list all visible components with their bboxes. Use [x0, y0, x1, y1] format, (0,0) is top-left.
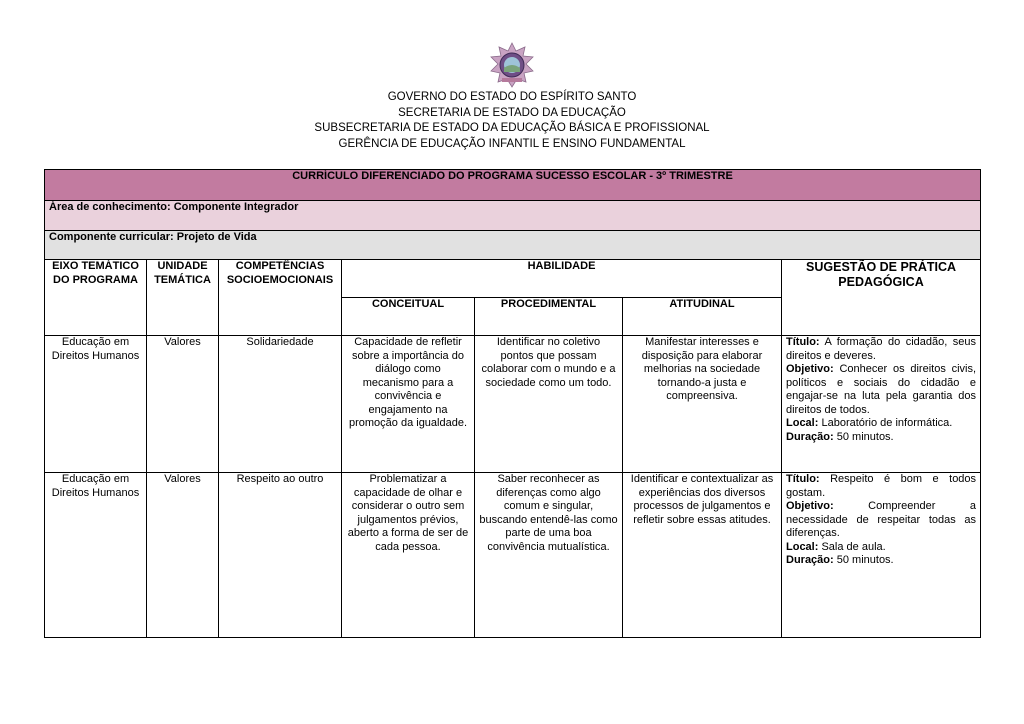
curricular-component-row: [45, 231, 981, 260]
col-header-conceitual: CONCEITUAL: [342, 298, 475, 336]
duracao-text: 50 minutos.: [836, 554, 894, 566]
col-header-atitudinal: ATITUDINAL: [623, 298, 782, 336]
col-header-habilidade: HABILIDADE: [342, 260, 782, 298]
local-label: Local:: [786, 417, 819, 429]
cell-competencia: Respeito ao outro: [219, 473, 342, 638]
titulo-text: A formação do cidadão, seus direitos e deveres.: [786, 336, 977, 362]
table-row: [45, 473, 981, 638]
duracao-label: Duração:: [786, 430, 834, 443]
objetivo-text: Conhecer os direitos civis, políticos e sociais do cidadão e engajar-se na luta pela garantia dos direitos de todos.: [786, 363, 977, 416]
col-header-eixo: EIXO TEMÁTICO DO PROGRAMA: [45, 260, 147, 336]
local-label: Local:: [786, 540, 819, 553]
titulo-label: Título:: [786, 336, 820, 348]
knowledge-area: Área de conhecimento: Componente Integrador: [45, 201, 981, 231]
objetivo-text: Compreender a necessidade de respeitar todas as diferenças.: [786, 500, 977, 539]
header-line-subsecretariat: SUBSECRETARIA DE ESTADO DA EDUCAÇÃO BÁSICA E PROFISSIONAL: [314, 122, 710, 134]
header-line-management: GERÊNCIA DE EDUCAÇÃO INFANTIL E ENSINO FUNDAMENTAL: [338, 137, 686, 150]
table-title: CURRÍCULO DIFERENCIADO DO PROGRAMA SUCESSO ESCOLAR - 3º TRIMESTRE: [45, 170, 981, 201]
cell-atitudinal: Manifestar interesses e disposição para elaborar melhorias na sociedade tornando-a justa e compreensiva.: [623, 336, 782, 473]
header-row: [45, 260, 981, 298]
col-header-procedimental: PROCEDIMENTAL: [475, 298, 623, 336]
curriculum-table: [44, 169, 981, 638]
local-text: Sala de aula.: [821, 540, 886, 553]
table-row: [45, 336, 981, 473]
cell-unidade: Valores: [147, 336, 219, 473]
duracao-label: Duração:: [786, 554, 834, 566]
cell-eixo: Educação em Direitos Humanos: [45, 336, 147, 473]
state-coat-of-arms-icon: [489, 42, 535, 88]
curricular-component: Componente curricular: Projeto de Vida: [45, 231, 981, 260]
col-header-unidade: UNIDADE TEMÁTICA: [147, 260, 219, 336]
local-text: Laboratório de informática.: [821, 417, 953, 429]
cell-sugestao: [782, 336, 981, 473]
header-line-secretariat: SECRETARIA DE ESTADO DA EDUCAÇÃO: [398, 106, 626, 119]
knowledge-area-row: [45, 201, 981, 231]
cell-eixo: Educação em Direitos Humanos: [45, 473, 147, 638]
col-header-competencias: COMPETÊNCIAS SOCIOEMOCIONAIS: [219, 260, 342, 336]
cell-procedimental: Identificar no coletivo pontos que possam colaborar com o mundo e a sociedade como um todo.: [475, 336, 623, 473]
cell-atitudinal: Identificar e contextualizar as experiências dos diversos processos de julgamentos e refletir sobre essas atitudes.: [623, 473, 782, 638]
header-line-government: GOVERNO DO ESTADO DO ESPÍRITO SANTO: [387, 91, 637, 103]
cell-conceitual: Capacidade de refletir sobre a importância do diálogo como mecanismo para a convivência e engajamento na promoção da igualdade.: [342, 336, 475, 473]
table-title-row: [45, 170, 981, 201]
cell-procedimental: Saber reconhecer as diferenças como algo comum e singular, buscando entendê-las como parte de uma boa convivência mutualística.: [475, 473, 623, 638]
cell-conceitual: Problematizar a capacidade de olhar e considerar o outro sem julgamentos prévios, aberto a forma de ser de cada pessoa.: [342, 473, 475, 638]
objetivo-label: Objetivo:: [786, 500, 834, 512]
col-header-sugestao: SUGESTÃO DE PRÁTICA PEDAGÓGICA: [782, 260, 981, 336]
document-header: [0, 90, 1024, 152]
objetivo-label: Objetivo:: [786, 363, 834, 375]
cell-sugestao: [782, 473, 981, 638]
duracao-text: 50 minutos.: [836, 430, 894, 443]
titulo-text: Respeito é bom e todos gostam.: [786, 473, 977, 499]
cell-competencia: Solidariedade: [219, 336, 342, 473]
cell-unidade: Valores: [147, 473, 219, 638]
titulo-label: Título:: [786, 473, 820, 485]
